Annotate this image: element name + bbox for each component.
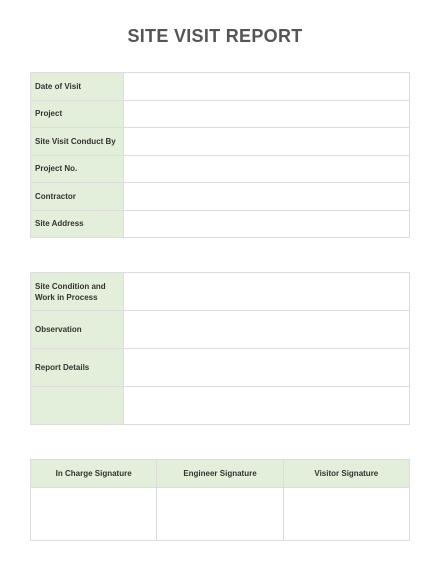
site-condition-field[interactable] (124, 273, 410, 311)
table-row (31, 183, 410, 211)
report-details-label: Report Details (31, 349, 124, 387)
extra-field[interactable] (124, 387, 410, 425)
date-of-visit-field[interactable] (124, 73, 410, 101)
site-visit-conduct-by-label: Site Visit Conduct By (31, 128, 124, 156)
table-row (31, 100, 410, 128)
project-label: Project (31, 100, 124, 128)
signature-table (30, 459, 410, 541)
site-address-label: Site Address (31, 210, 124, 238)
observation-field[interactable] (124, 311, 410, 349)
table-row (31, 73, 410, 101)
visitor-signature-header: Visitor Signature (283, 460, 409, 488)
table-row (31, 349, 410, 387)
table-row (31, 128, 410, 156)
signature-row (31, 488, 410, 541)
project-field[interactable] (124, 100, 410, 128)
table-row (31, 210, 410, 238)
signature-header-row (31, 460, 410, 488)
observation-label: Observation (31, 311, 124, 349)
contractor-field[interactable] (124, 183, 410, 211)
project-no-label: Project No. (31, 155, 124, 183)
extra-label (31, 387, 124, 425)
site-observation-table (30, 272, 410, 425)
in-charge-signature-field[interactable] (31, 488, 157, 541)
date-of-visit-label: Date of Visit (31, 73, 124, 101)
engineer-signature-field[interactable] (157, 488, 283, 541)
site-address-field[interactable] (124, 210, 410, 238)
visit-details-table (30, 72, 410, 238)
visitor-signature-field[interactable] (283, 488, 409, 541)
table-row (31, 155, 410, 183)
contractor-label: Contractor (31, 183, 124, 211)
table-row (31, 273, 410, 311)
table-row (31, 387, 410, 425)
site-visit-conduct-by-field[interactable] (124, 128, 410, 156)
project-no-field[interactable] (124, 155, 410, 183)
report-details-field[interactable] (124, 349, 410, 387)
table-row (31, 311, 410, 349)
report-title: SITE VISIT REPORT (127, 26, 303, 46)
engineer-signature-header: Engineer Signature (157, 460, 283, 488)
in-charge-signature-header: In Charge Signature (31, 460, 157, 488)
site-condition-label: Site Condition and Work in Process (31, 273, 124, 311)
